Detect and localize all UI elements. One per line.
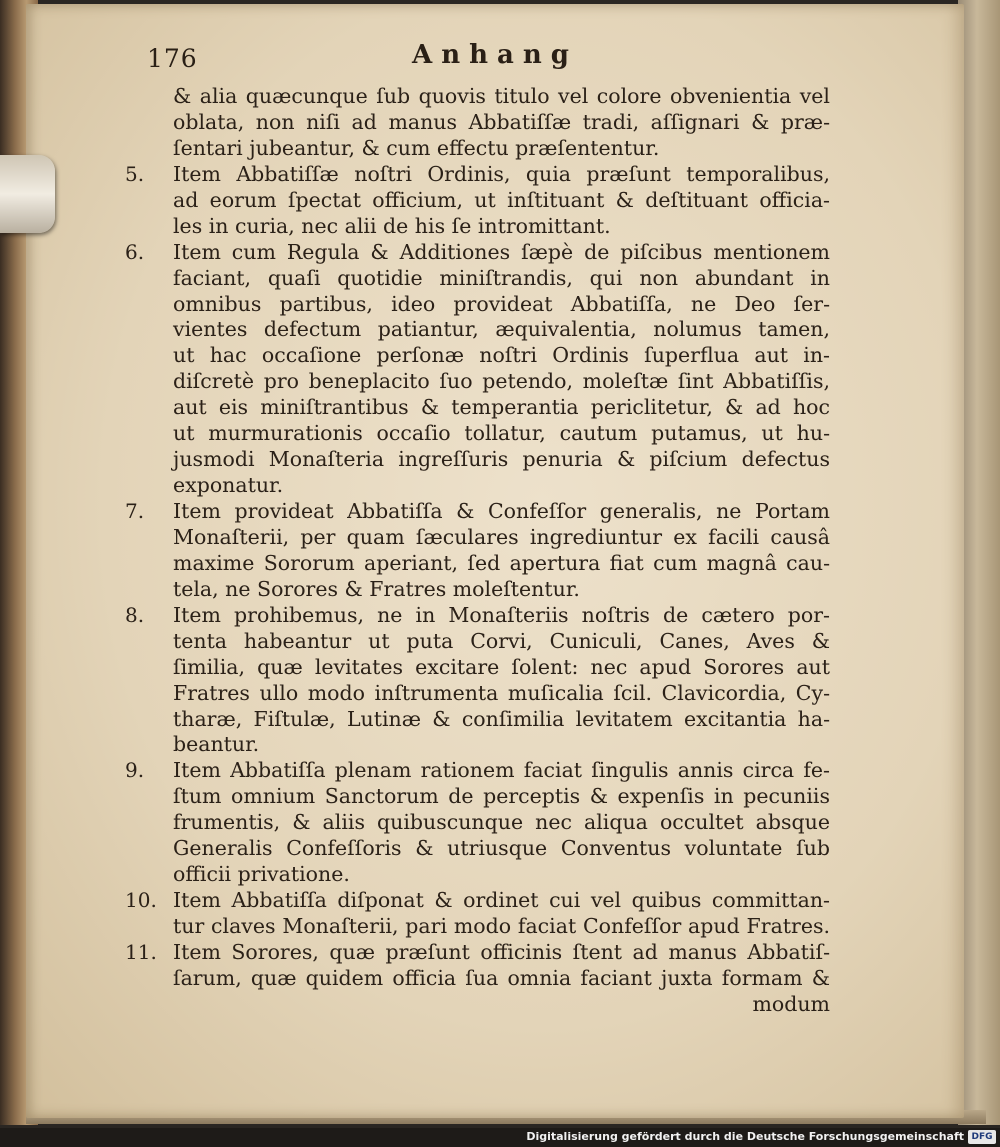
line-text: ſarum, quæ quidem officia ſua omnia faciant juxta formam & [173, 965, 830, 990]
book-page-edges-right [958, 0, 1000, 1125]
text-line [125, 421, 830, 447]
line-text: jusmodi Monaſteria ingreſſuris penuria & piſcium defectus [173, 447, 830, 472]
line-text: vientes defectum patiantur, æquivalentia, nolumus tamen, [173, 317, 830, 342]
line-text: Item Sorores, quæ præſunt officinis ſtent ad manus Abbatiſ- [173, 939, 830, 964]
text-line [125, 343, 830, 369]
line-text: beantur. [173, 732, 260, 757]
line-text: oblata, non niſi ad manus Abbatiſſæ tradi, aſſignari & præ- [173, 109, 830, 134]
page-number: 176 [147, 44, 198, 73]
item-number: 10. [125, 888, 157, 913]
text-line [125, 214, 830, 240]
line-text: Generalis Confeſſoris & utriusque Conventus voluntate ſub [173, 836, 830, 861]
line-text: Monaſterii, per quam ſæculares ingrediuntur ex facili causâ [173, 524, 830, 549]
running-head: Anhang [412, 40, 578, 70]
line-text: ſtum omnium Sanctorum de perceptis & expenſis in pecuniis [173, 784, 830, 809]
line-text: officii privatione. [173, 862, 350, 887]
text-line [125, 551, 830, 577]
line-text: faciant, quaſi quotidie miniſtrandis, qui non abundant in [173, 265, 830, 290]
text-line [125, 810, 830, 836]
text-line [125, 914, 830, 940]
footer-bar [0, 1128, 1000, 1147]
text-line [125, 992, 830, 1018]
text-line [125, 836, 830, 862]
line-text: Item Abbatiſſa diſponat & ordinet cui vel quibus committan- [173, 888, 830, 913]
text-line [125, 110, 830, 136]
text-line [125, 473, 830, 499]
text-line [125, 577, 830, 603]
line-text: ad eorum ſpectat officium, ut inſtituant & deſtituant officia- [173, 187, 830, 212]
text-line [125, 162, 830, 188]
item-number: 8. [125, 602, 145, 627]
line-text: frumentis, & aliis quibuscunque nec aliqua occultet absque [173, 810, 830, 835]
line-text: Item Abbatiſſæ noſtri Ordinis, quia præſunt temporalibus, [173, 161, 830, 186]
line-text: ſentari jubeantur, & cum effectu præſententur. [173, 135, 660, 160]
text-line [125, 758, 830, 784]
item-number: 5. [125, 161, 145, 186]
text-line [125, 681, 830, 707]
line-text: Fratres ullo modo inſtrumenta muſicalia ſcil. Clavicordia, Cy- [173, 680, 830, 705]
line-text: maxime Sororum aperiant, ſed apertura fiat cum magnâ cau- [173, 550, 830, 575]
item-number: 7. [125, 499, 145, 523]
text-line [125, 84, 830, 110]
text-line [125, 266, 830, 292]
line-text: Item prohibemus, ne in Monaſteriis noſtris de cætero por- [173, 602, 830, 627]
text-line [125, 369, 830, 395]
line-text: ut murmurationis occaſio tollatur, cautum putamus, ut hu- [173, 421, 830, 446]
text-line [125, 862, 830, 888]
line-text: exponatur. [173, 473, 284, 498]
item-number: 9. [125, 758, 145, 783]
line-text: aut eis miniſtrantibus & temperantia periclitetur, & ad hoc [173, 395, 830, 420]
line-text: tenta habeantur ut puta Corvi, Cuniculi, Canes, Aves & [173, 628, 830, 653]
line-text: modum [752, 991, 830, 1016]
text-line [125, 240, 830, 266]
line-text: tela, ne Sorores & Fratres moleſtentur. [173, 576, 580, 601]
line-text: omnibus partibus, ideo provideat Abbatiſſa, ne Deo ſer- [173, 291, 830, 316]
line-text: tharæ, Fiſtulæ, Lutinæ & conſimilia levitatem excitantia ha- [173, 706, 830, 731]
text-line [125, 395, 830, 421]
line-text: les in curia, nec alii de his ſe intromittant. [173, 213, 611, 238]
text-line [125, 317, 830, 343]
text-line [125, 603, 830, 629]
line-text: Item cum Regula & Additiones ſæpè de piſcibus mentionem [173, 239, 830, 264]
text-line [125, 629, 830, 655]
text-line [125, 784, 830, 810]
text-line [125, 707, 830, 733]
line-text: & alia quæcunque ſub quovis titulo vel colore obvenientia vel [173, 84, 830, 108]
text-line [125, 525, 830, 551]
line-text: Item Abbatiſſa plenam rationem faciat ſingulis annis circa fe- [173, 758, 830, 783]
item-number: 6. [125, 239, 145, 264]
text-line [125, 499, 830, 525]
line-text: tur claves Monaſterii, pari modo faciat Confeſſor apud Fratres. [173, 914, 830, 938]
line-text: diſcretè pro beneplacito ſuo petendo, moleſtæ ſint Abbatiſſis, [173, 369, 830, 394]
line-text: ut hac occaſione perſonæ noſtri Ordinis ſuperflua aut in- [173, 343, 830, 368]
text-line [125, 136, 830, 162]
text-line [125, 655, 830, 681]
text-line [125, 292, 830, 318]
text-line [125, 940, 830, 966]
text-line [125, 447, 830, 473]
line-text: Item provideat Abbatiſſa & Confeſſor generalis, ne Portam [173, 499, 830, 523]
text-line [125, 888, 830, 914]
book-clasp [0, 155, 55, 233]
text-line [125, 188, 830, 214]
dfg-logo: DFG [968, 1130, 996, 1144]
line-text: ſimilia, quæ levitates excitare ſolent: nec apud Sorores aut [173, 654, 830, 679]
text-line [125, 732, 830, 758]
body-text [125, 84, 830, 1018]
footer-credit: Digitalisierung gefördert durch die Deutsche Forschungsgemeinschaft [526, 1130, 964, 1143]
text-line [125, 966, 830, 992]
item-number: 11. [125, 939, 157, 964]
